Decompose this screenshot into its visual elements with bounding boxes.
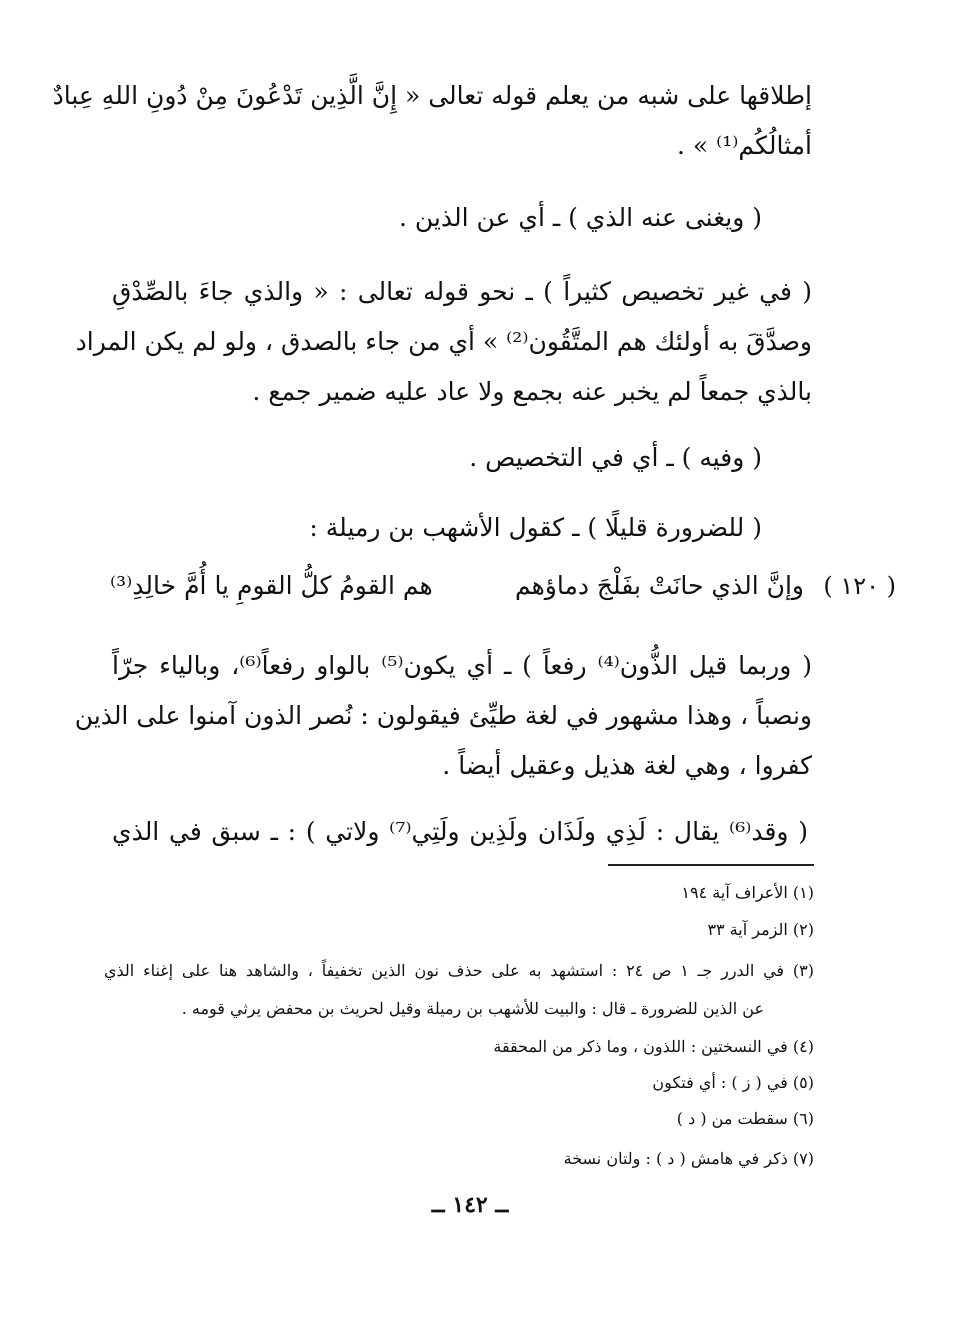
verse-number: ( ١٢٠ ) xyxy=(823,572,896,600)
body-line: ( وفيه ) ـ أي في التخصيص . xyxy=(469,443,762,472)
body-line: إطلاقها على شبه من يعلم قوله تعالى « إِنَّ الَّذِين تَدْعُونَ مِنْ دُونِ اللهِ عِبادٌ xyxy=(52,81,812,110)
body-line: كفروا ، وهي لغة هذيل وعقيل أيضاً . xyxy=(442,751,812,780)
body-line: ( للضرورة قليلًا ) ـ كقول الأشهب بن رميلة : xyxy=(309,513,762,542)
page-number: ــ ١٤٢ ــ xyxy=(431,1192,509,1218)
footnote-7: (٧) ذكر في هامش ( د ) : ولتان نسخة xyxy=(563,1149,814,1168)
body-line: وصدَّقَ به أولئك هم المتَّقُون⁽²⁾ » أي من جاء بالصدق ، ولو لم يكن المراد xyxy=(75,327,812,356)
footnote-5: (٥) في ( ز ) : أي فتكون xyxy=(652,1073,814,1092)
footnote-separator xyxy=(608,864,814,866)
footnote-4: (٤) في النسختين : اللذون ، وما ذكر من المحققة xyxy=(493,1037,814,1056)
footnote-1: (١) الأعراف آية ١٩٤ xyxy=(681,883,814,902)
body-line: ( ويغنى عنه الذي ) ـ أي عن الذين . xyxy=(398,203,762,232)
footnote-3-line-2: عن الذين للضرورة ـ قال : والبيت للأشهب بن رميلة وقيل لحريث بن محفض يرثي قومه . xyxy=(181,999,764,1018)
body-line: ( في غير تخصيص كثيراً ) ـ نحو قوله تعالى : « والذي جاءَ بالصِّدْقِ xyxy=(112,277,812,306)
footnote-2: (٢) الزمر آية ٣٣ xyxy=(707,920,814,939)
body-line: ( وربما قيل الذُّون⁽⁴⁾ رفعاً ) ـ أي يكون⁽⁵⁾ بالواو رفعاً⁽⁶⁾، وبالياء جرّاً xyxy=(112,651,812,680)
body-line: بالذي جمعاً لم يخبر عنه بجمع ولا عاد عليه ضمير جمع . xyxy=(252,377,812,406)
footnote-3-line-1: (٣) في الدرر جـ ١ ص ٢٤ : استشهد به على حذف نون الذين تخفيفاً ، والشاهد هنا على إغناء الذي xyxy=(104,961,814,980)
footnote-6: (٦) سقطت من ( د ) xyxy=(676,1109,814,1128)
body-line: ونصباً ، وهذا مشهور في لغة طيِّئ فيقولون : نُصر الذون آمنوا على الذين xyxy=(74,701,812,730)
verse-hemistich-second: هم القومُ كلُّ القومِ يا أُمَّ خالِدِ⁽³⁾ xyxy=(110,571,433,600)
body-line: ( وقد⁽⁶⁾ يقال : لَذِي ولَذَان ولَذِين ولَتِي⁽⁷⁾ ولاتي ) : ـ سبق في الذي xyxy=(112,817,808,846)
body-line: أمثالُكُم⁽¹⁾ » . xyxy=(676,131,812,160)
verse-hemistich-first: وإنَّ الذي حانَتْ بفَلْجَ دماؤهم xyxy=(514,571,804,600)
